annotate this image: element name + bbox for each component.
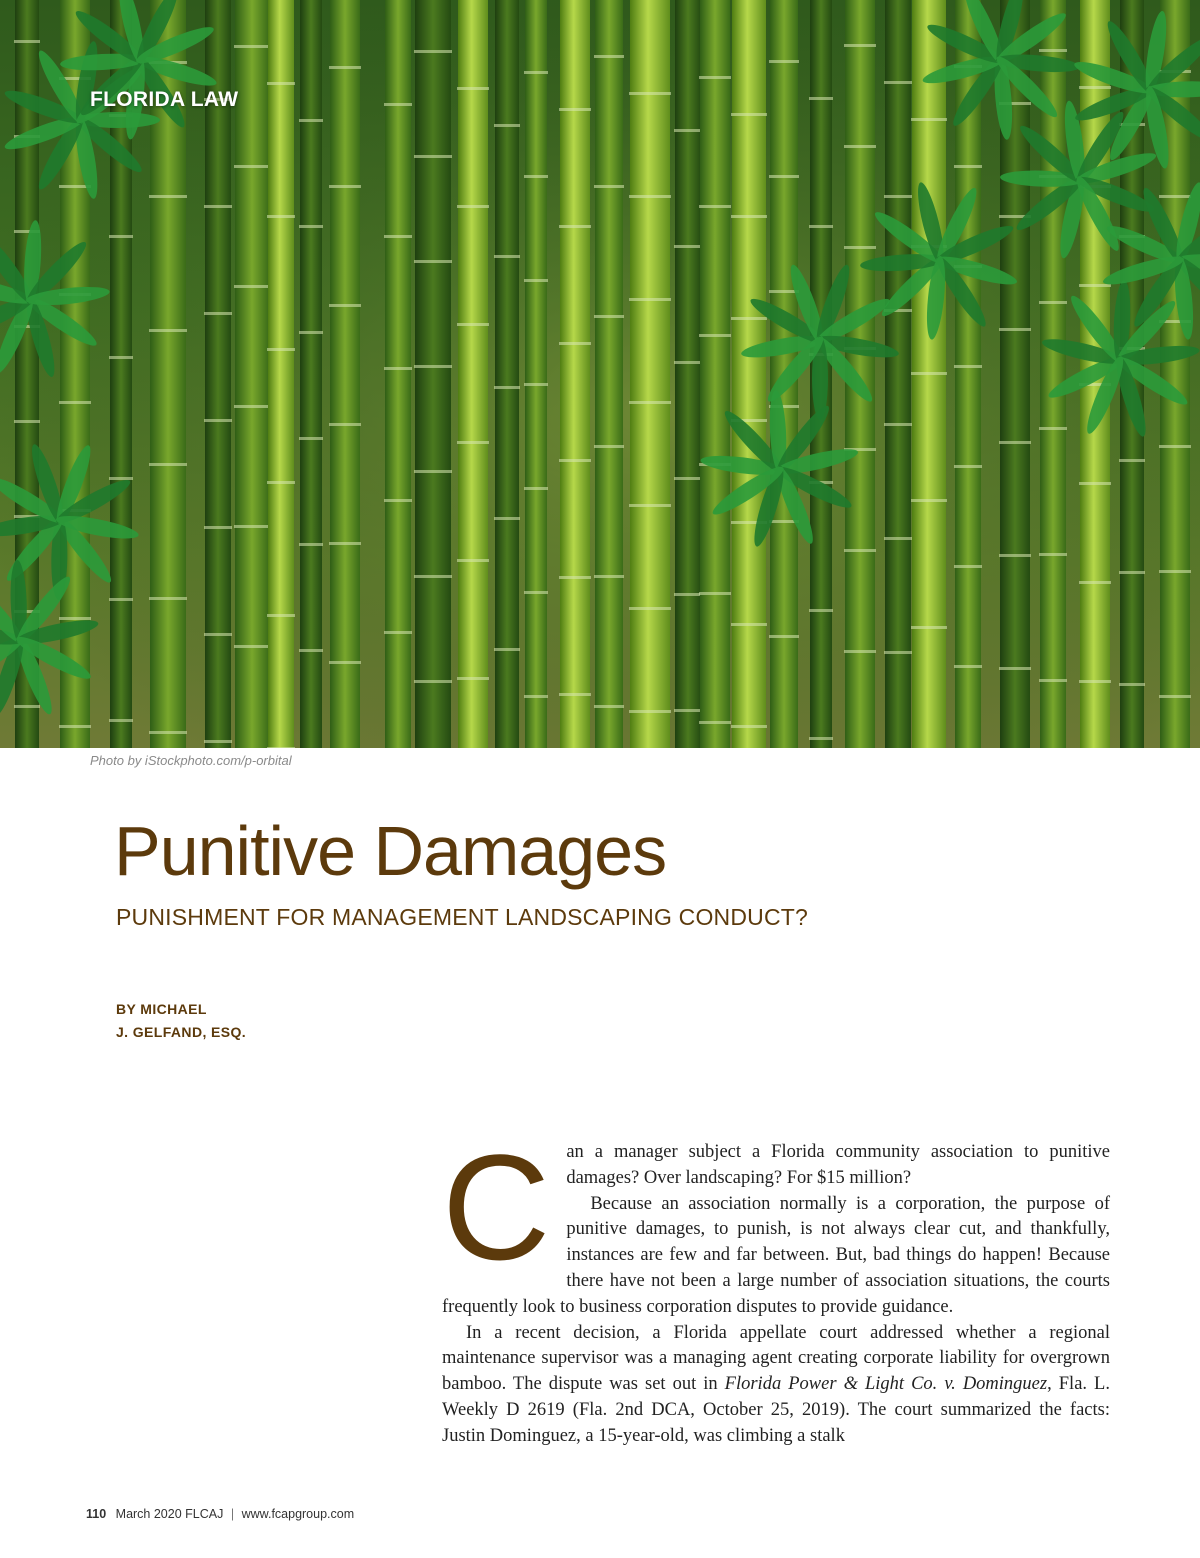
bamboo-node (234, 45, 270, 48)
bamboo-node (809, 97, 833, 100)
bamboo-node (234, 645, 270, 648)
bamboo-node (1039, 49, 1067, 52)
bamboo-node (844, 44, 876, 47)
bamboo-node (629, 298, 671, 301)
bamboo-node (109, 356, 133, 359)
bamboo-node (769, 635, 799, 638)
bamboo-node (457, 323, 489, 326)
bamboo-node (384, 367, 412, 370)
bamboo-node (674, 709, 702, 712)
bamboo-node (414, 50, 452, 53)
bamboo-node (299, 543, 323, 546)
bamboo-node (1039, 301, 1067, 304)
publication-name: FLCAJ (185, 1507, 224, 1521)
bamboo-node (999, 667, 1031, 670)
bamboo-node (204, 312, 232, 315)
byline-line-2: J. GELFAND, ESQ. (116, 1024, 247, 1040)
bamboo-node (954, 665, 982, 668)
bamboo-node (414, 260, 452, 263)
bamboo-node (267, 481, 295, 484)
bamboo-node (629, 92, 671, 95)
bamboo-node (911, 118, 947, 121)
bamboo-node (524, 71, 548, 74)
bamboo-node (329, 66, 361, 69)
bamboo-node (884, 81, 912, 84)
bamboo-node (457, 677, 489, 680)
bamboo-node (414, 365, 452, 368)
bamboo-node (204, 419, 232, 422)
bamboo-stalk (700, 0, 730, 748)
bamboo-node (14, 420, 40, 423)
bamboo-node (1119, 571, 1145, 574)
article-body (442, 1123, 1110, 1450)
bamboo-node (267, 348, 295, 351)
bamboo-node (267, 215, 295, 218)
bamboo-node (524, 487, 548, 490)
case-citation: Florida Power & Light Co. v. Dominguez (724, 1374, 1048, 1395)
bamboo-stalk (458, 0, 488, 748)
byline-line-1: BY MICHAEL (116, 1001, 207, 1017)
bamboo-node (1079, 284, 1111, 287)
photo-credit: Photo by iStockphoto.com/p-orbital (90, 753, 292, 768)
bamboo-node (1079, 86, 1111, 89)
bamboo-node (204, 205, 232, 208)
bamboo-node (629, 195, 671, 198)
bamboo-node (594, 575, 624, 578)
bamboo-node (844, 246, 876, 249)
drop-cap: C (442, 1123, 551, 1291)
bamboo-stalk (235, 0, 269, 748)
bamboo-node (674, 129, 702, 132)
bamboo-node (494, 517, 520, 520)
bamboo-node (884, 423, 912, 426)
bamboo-node (267, 747, 295, 748)
bamboo-node (1159, 445, 1191, 448)
bamboo-node (1159, 695, 1191, 698)
bamboo-stalk (525, 0, 547, 748)
paragraph-2-text: Because an association normally is a corporation, the purpose of punitive damages, to punish, is not always clear cut, and thankfully, instances are few and far between. But, bad things do happen! Because there have not been a large number of association situations, the courts frequently look to business corporation disputes to provide guidance. (442, 1193, 1110, 1317)
bamboo-node (559, 576, 591, 579)
bamboo-node (109, 477, 133, 480)
bamboo-node (844, 145, 876, 148)
bamboo-node (699, 334, 731, 337)
bamboo-forest-photo (0, 0, 1200, 748)
bamboo-node (594, 185, 624, 188)
bamboo-node (699, 592, 731, 595)
bamboo-node (384, 499, 412, 502)
bamboo-node (911, 499, 947, 502)
bamboo-node (414, 470, 452, 473)
bamboo-node (109, 598, 133, 601)
bamboo-node (59, 617, 91, 620)
bamboo-node (911, 372, 947, 375)
bamboo-node (149, 329, 187, 332)
bamboo-node (1039, 553, 1067, 556)
bamboo-node (884, 195, 912, 198)
bamboo-node (1079, 482, 1111, 485)
bamboo-node (629, 607, 671, 610)
paragraph-3-text-b: , Fla. L. Weekly D 2619 (Fla. 2nd DCA, October 25, 2019). The court summarized the facts: Justin Dominguez, a 15-year-old, was climbing a stalk (442, 1374, 1110, 1446)
bamboo-node (457, 441, 489, 444)
bamboo-node (1039, 427, 1067, 430)
bamboo-node (267, 614, 295, 617)
bamboo-node (457, 87, 489, 90)
bamboo-node (234, 285, 270, 288)
bamboo-node (594, 705, 624, 708)
bamboo-node (674, 593, 702, 596)
paragraph-1-text: an a manager subject a Florida community association to punitive damages? Over landscaping? For $15 million? (566, 1142, 1110, 1188)
bamboo-node (524, 383, 548, 386)
bamboo-node (1159, 195, 1191, 198)
bamboo-node (494, 386, 520, 389)
bamboo-node (731, 113, 767, 116)
bamboo-node (954, 365, 982, 368)
bamboo-node (384, 103, 412, 106)
bamboo-stalk (495, 0, 519, 748)
bamboo-node (299, 119, 323, 122)
bamboo-node (1039, 679, 1067, 682)
bamboo-node (594, 55, 624, 58)
bamboo-node (884, 537, 912, 540)
bamboo-node (809, 737, 833, 740)
bamboo-node (999, 328, 1031, 331)
bamboo-node (524, 279, 548, 282)
bamboo-node (234, 405, 270, 408)
article-subtitle: PUNISHMENT FOR MANAGEMENT LANDSCAPING CONDUCT? (116, 904, 809, 930)
page-number: 110 (86, 1507, 107, 1521)
bamboo-node (629, 504, 671, 507)
bamboo-node (559, 459, 591, 462)
bamboo-stalk (385, 0, 411, 748)
bamboo-node (524, 175, 548, 178)
bamboo-node (1079, 581, 1111, 584)
bamboo-stalk (560, 0, 590, 748)
bamboo-node (329, 304, 361, 307)
bamboo-node (149, 463, 187, 466)
bamboo-node (629, 401, 671, 404)
bamboo-node (1119, 459, 1145, 462)
website-link[interactable]: www.fcapgroup.com (241, 1507, 355, 1521)
bamboo-node (109, 719, 133, 722)
bamboo-stalk (732, 0, 766, 748)
bamboo-node (299, 437, 323, 440)
bamboo-node (329, 423, 361, 426)
bamboo-node (384, 235, 412, 238)
byline (116, 998, 246, 1044)
bamboo-node (14, 705, 40, 708)
bamboo-node (329, 661, 361, 664)
bamboo-node (954, 565, 982, 568)
bamboo-node (234, 525, 270, 528)
bamboo-node (414, 575, 452, 578)
footer-divider: | (230, 1507, 235, 1521)
bamboo-node (559, 225, 591, 228)
paragraph-3 (442, 1321, 1110, 1450)
bamboo-node (59, 401, 91, 404)
bamboo-node (769, 60, 799, 63)
bamboo-stalk (675, 0, 701, 748)
bamboo-node (329, 185, 361, 188)
bamboo-node (109, 235, 133, 238)
article-title: Punitive Damages (114, 812, 667, 890)
bamboo-node (494, 648, 520, 651)
bamboo-node (844, 650, 876, 653)
bamboo-stalk (885, 0, 911, 748)
bamboo-node (414, 680, 452, 683)
bamboo-node (457, 559, 489, 562)
bamboo-node (14, 40, 40, 43)
bamboo-node (559, 693, 591, 696)
bamboo-node (299, 331, 323, 334)
bamboo-node (769, 175, 799, 178)
bamboo-node (809, 225, 833, 228)
bamboo-node (731, 623, 767, 626)
bamboo-node (911, 626, 947, 629)
bamboo-node (731, 725, 767, 728)
bamboo-node (559, 342, 591, 345)
bamboo-node (594, 315, 624, 318)
bamboo-node (329, 542, 361, 545)
bamboo-node (524, 591, 548, 594)
issue-date: March 2020 (115, 1507, 182, 1521)
bamboo-node (954, 465, 982, 468)
page-footer (86, 1507, 354, 1521)
bamboo-node (844, 549, 876, 552)
bamboo-stalk (630, 0, 670, 748)
bamboo-node (674, 361, 702, 364)
bamboo-node (204, 740, 232, 743)
bamboo-stalk (330, 0, 360, 748)
bamboo-node (731, 317, 767, 320)
bamboo-stalk (415, 0, 451, 748)
bamboo-node (809, 609, 833, 612)
bamboo-stalk (595, 0, 623, 748)
bamboo-node (494, 124, 520, 127)
bamboo-node (299, 649, 323, 652)
bamboo-node (699, 721, 731, 724)
bamboo-node (699, 76, 731, 79)
hero-photo (0, 0, 1200, 748)
bamboo-node (674, 477, 702, 480)
paragraph-3-text-a: In a recent decision, a Florida appellate court addressed whether a regional maintenance supervisor was a managing agent creating corporate liability for overgrown bamboo. The dispute was set out in (442, 1322, 1110, 1395)
bamboo-node (457, 205, 489, 208)
bamboo-stalk (300, 0, 322, 748)
bamboo-node (999, 441, 1031, 444)
bamboo-node (149, 731, 187, 734)
bamboo-node (267, 82, 295, 85)
bamboo-node (59, 725, 91, 728)
bamboo-node (731, 215, 767, 218)
bamboo-node (1079, 680, 1111, 683)
bamboo-node (204, 633, 232, 636)
bamboo-node (629, 710, 671, 713)
bamboo-node (234, 165, 270, 168)
bamboo-node (594, 445, 624, 448)
bamboo-node (524, 695, 548, 698)
bamboo-node (384, 631, 412, 634)
bamboo-node (149, 597, 187, 600)
bamboo-node (414, 155, 452, 158)
bamboo-node (999, 554, 1031, 557)
bamboo-node (699, 205, 731, 208)
bamboo-node (149, 195, 187, 198)
bamboo-node (1159, 570, 1191, 573)
bamboo-node (559, 108, 591, 111)
bamboo-stalk (268, 0, 294, 748)
bamboo-node (674, 245, 702, 248)
bamboo-node (954, 165, 982, 168)
bamboo-node (1119, 683, 1145, 686)
bamboo-node (299, 225, 323, 228)
bamboo-node (494, 255, 520, 258)
bamboo-node (204, 526, 232, 529)
section-label: FLORIDA LAW (90, 88, 239, 111)
bamboo-node (884, 651, 912, 654)
